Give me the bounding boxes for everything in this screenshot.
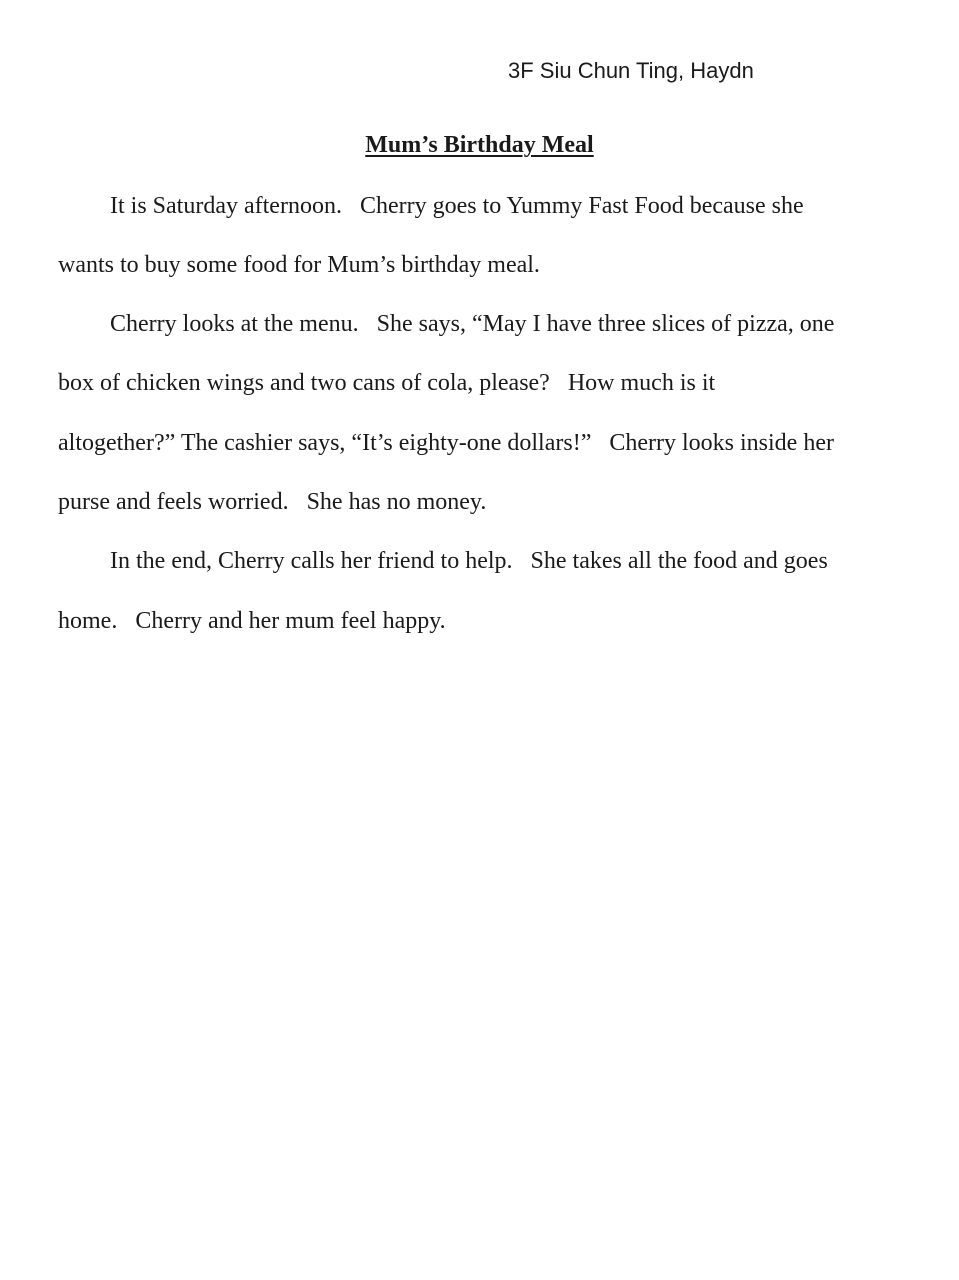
page-title: Mum’s Birthday Meal: [365, 132, 594, 158]
paragraph-3-line-2: home. Cherry and her mum feel happy.: [58, 608, 446, 634]
paragraph-2-line-2: box of chicken wings and two cans of cola, please? How much is it: [58, 370, 716, 396]
author-name: 3F Siu Chun Ting, Haydn: [508, 58, 754, 83]
paragraph-3-line-1: In the end, Cherry calls her friend to help. She takes all the food and goes: [110, 548, 828, 574]
paragraph-1-line-1: It is Saturday afternoon. Cherry goes to Yummy Fast Food because she: [110, 193, 804, 219]
paragraph-1-line-2: wants to buy some food for Mum’s birthday meal.: [58, 252, 540, 278]
paragraph-2-line-3: altogether?” The cashier says, “It’s eighty-one dollars!” Cherry looks inside her: [58, 430, 834, 456]
paragraph-2-line-1: Cherry looks at the menu. She says, “May I have three slices of pizza, one: [110, 311, 835, 337]
paragraph-2-line-4: purse and feels worried. She has no money.: [58, 489, 487, 515]
